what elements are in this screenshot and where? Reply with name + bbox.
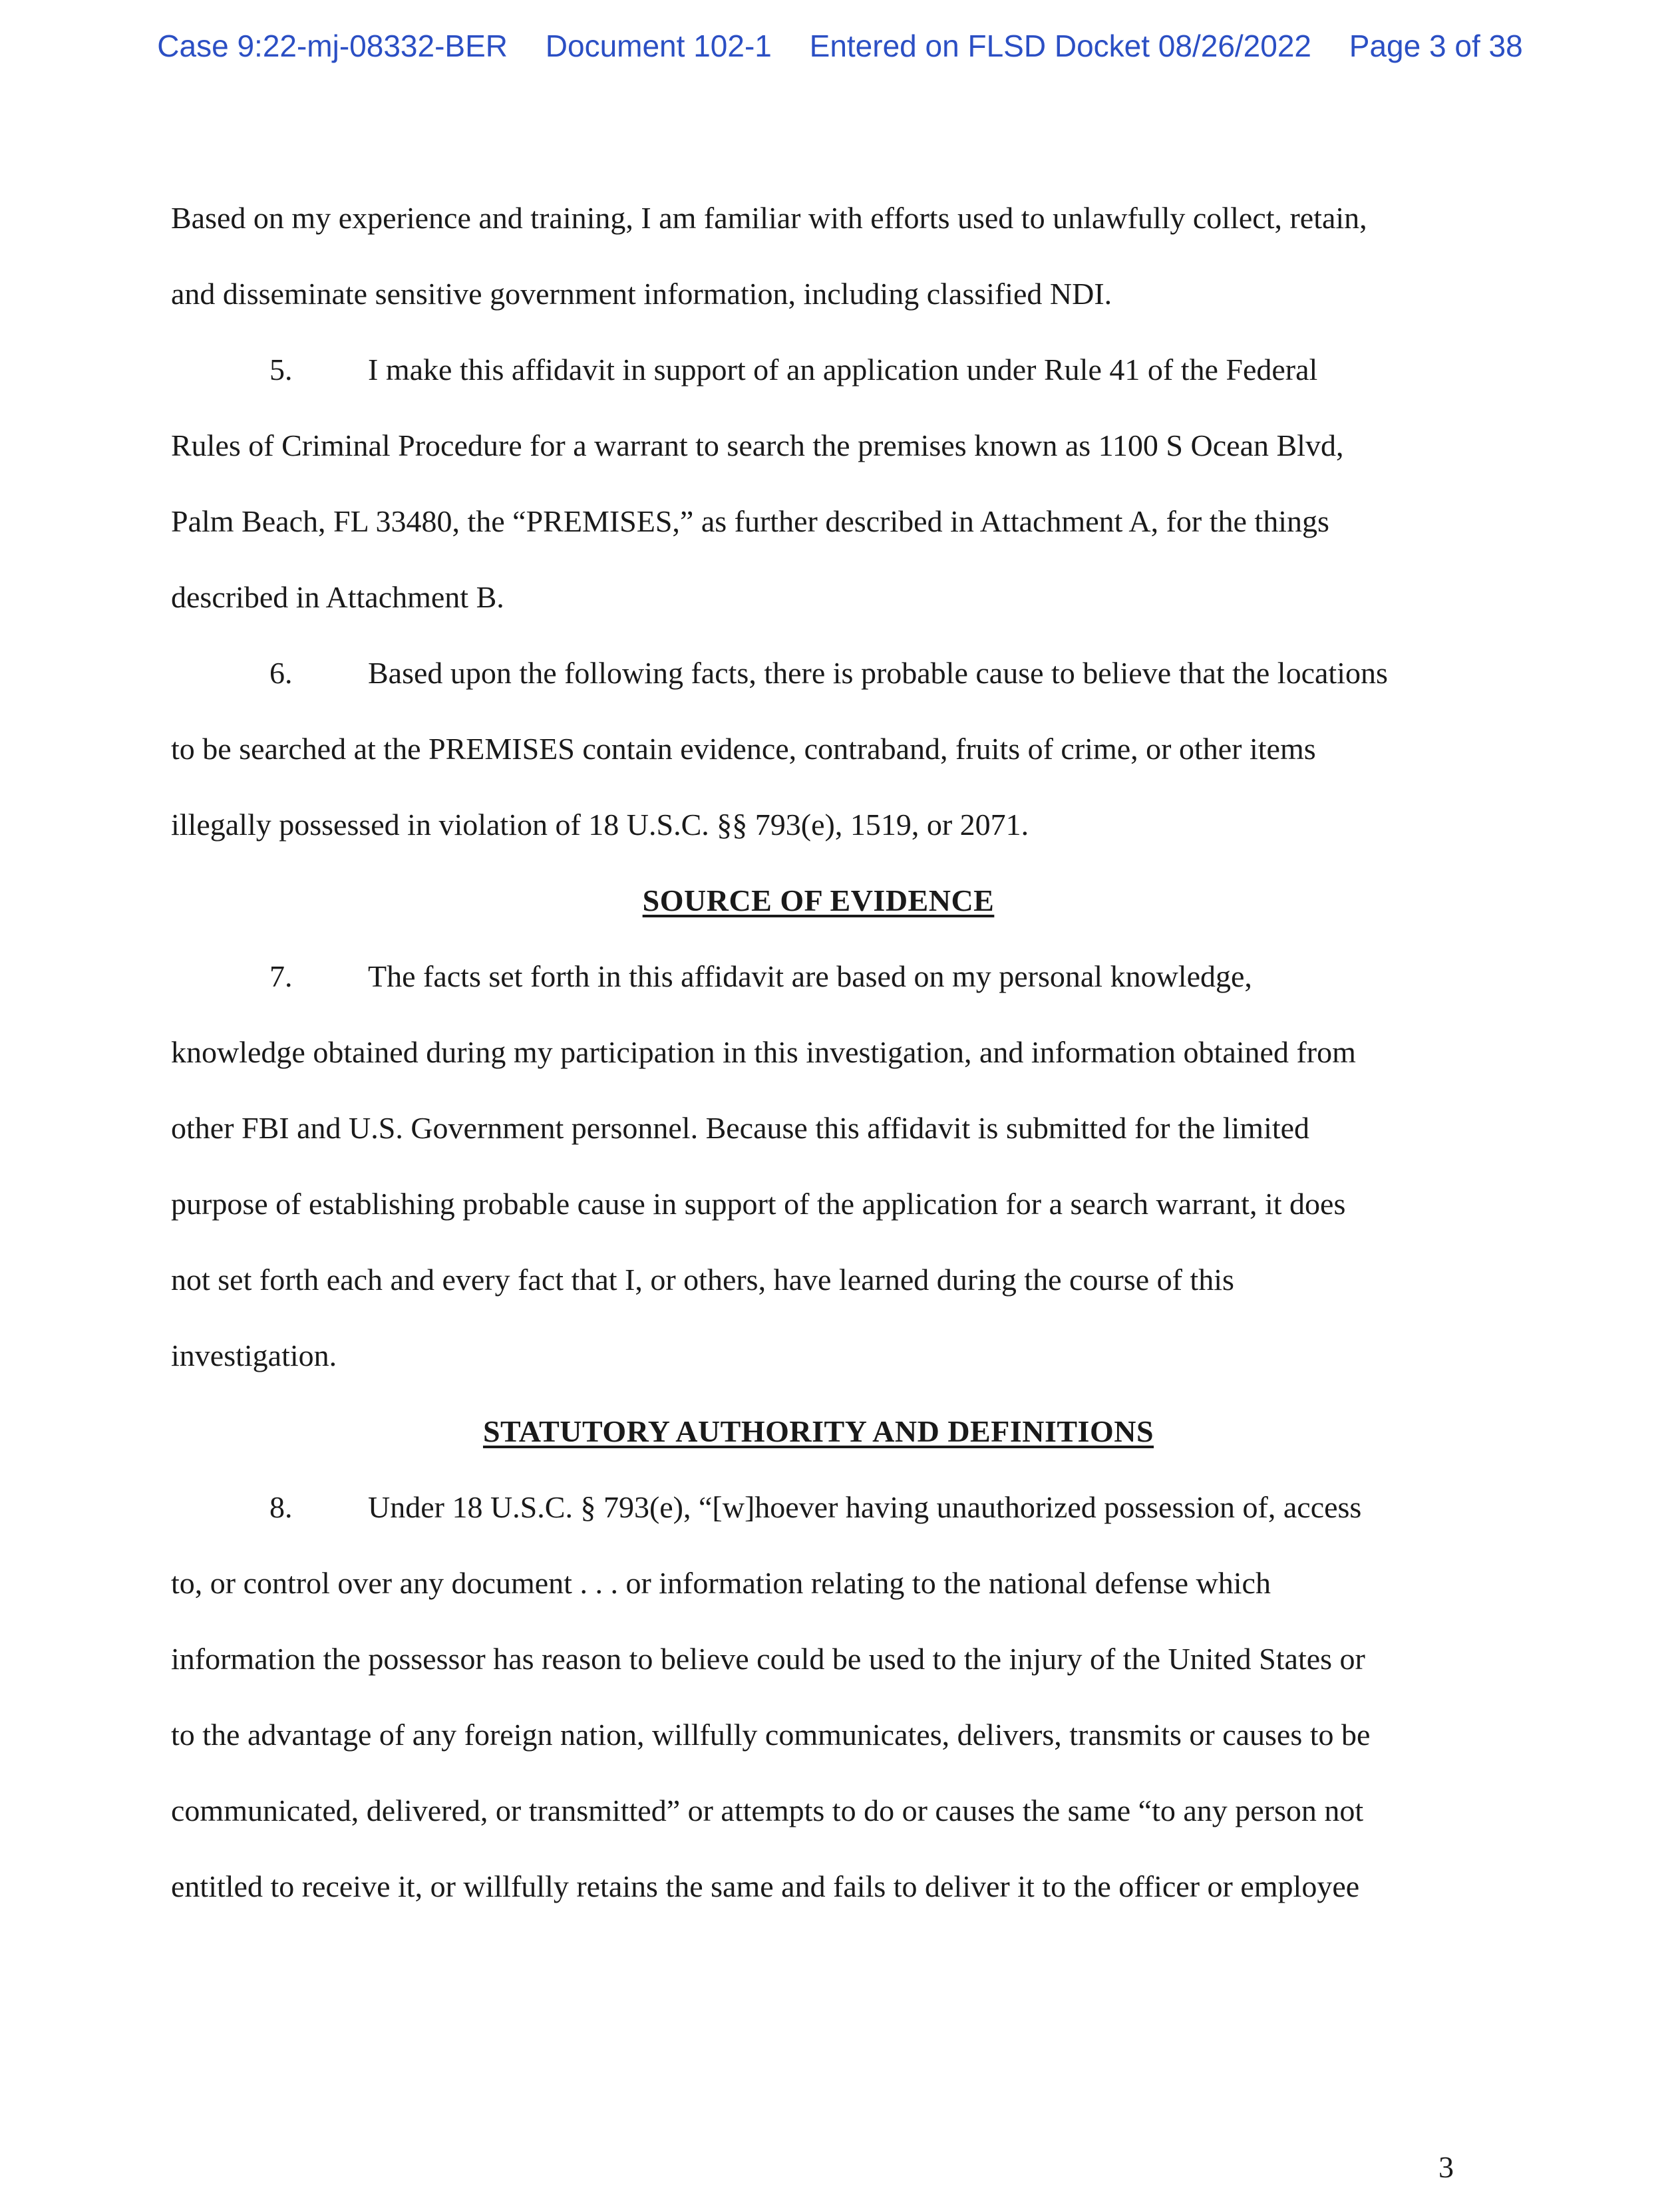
body-line: described in Attachment B. <box>171 580 504 614</box>
body-line: Palm Beach, FL 33480, the “PREMISES,” as further described in Attachment A, for the things <box>171 504 1329 538</box>
body-line: to be searched at the PREMISES contain evidence, contraband, fruits of crime, or other items <box>171 732 1316 766</box>
body-line: communicated, delivered, or transmitted” or attempts to do or causes the same “to any person not <box>171 1794 1364 1827</box>
body-line: information the possessor has reason to believe could be used to the injury of the United States or <box>171 1642 1365 1676</box>
paragraph-number: 6. <box>269 656 293 690</box>
body-line: Based on my experience and training, I am familiar with efforts used to unlawfully collect, retain, <box>171 201 1367 235</box>
section-heading-source-of-evidence: SOURCE OF EVIDENCE <box>642 883 995 917</box>
body-line: other FBI and U.S. Government personnel. Because this affidavit is submitted for the limited <box>171 1111 1310 1145</box>
body-line: purpose of establishing probable cause in support of the application for a search warrant, it does <box>171 1187 1346 1221</box>
body-line: entitled to receive it, or willfully retains the same and fails to deliver it to the officer or employee <box>171 1869 1360 1903</box>
body-line: illegally possessed in violation of 18 U.S.C. §§ 793(e), 1519, or 2071. <box>171 808 1029 842</box>
paragraph-number: 5. <box>269 353 293 387</box>
body-line: I make this affidavit in support of an application under Rule 41 of the Federal <box>368 353 1318 387</box>
body-line: to the advantage of any foreign nation, willfully communicates, delivers, transmits or causes to be <box>171 1718 1371 1752</box>
body-line: knowledge obtained during my participation in this investigation, and information obtained from <box>171 1035 1356 1069</box>
page-of-total: Page 3 of 38 <box>1349 29 1523 63</box>
paragraph-number: 7. <box>269 959 293 993</box>
body-line: investigation. <box>171 1338 337 1372</box>
body-line: not set forth each and every fact that I, or others, have learned during the course of this <box>171 1263 1234 1297</box>
case-number: Case 9:22-mj-08332-BER <box>157 29 508 63</box>
page-number: 3 <box>1438 2150 1454 2184</box>
body-line: Based upon the following facts, there is probable cause to believe that the locations <box>368 656 1388 690</box>
body-line: Rules of Criminal Procedure for a warrant to search the premises known as 1100 S Ocean Blvd, <box>171 428 1344 462</box>
body-line: and disseminate sensitive government information, including classified NDI. <box>171 277 1112 311</box>
body-line: Under 18 U.S.C. § 793(e), “[w]hoever having unauthorized possession of, access <box>368 1490 1362 1524</box>
paragraph-number: 8. <box>269 1490 293 1524</box>
docket-entry-date: Entered on FLSD Docket 08/26/2022 <box>809 29 1312 63</box>
body-line: The facts set forth in this affidavit are based on my personal knowledge, <box>368 959 1252 993</box>
document-number: Document 102-1 <box>545 29 772 63</box>
docket-header <box>0 28 1680 64</box>
body-line: to, or control over any document . . . or information relating to the national defense which <box>171 1566 1271 1600</box>
section-heading-statutory-authority: STATUTORY AUTHORITY AND DEFINITIONS <box>482 1414 1154 1448</box>
